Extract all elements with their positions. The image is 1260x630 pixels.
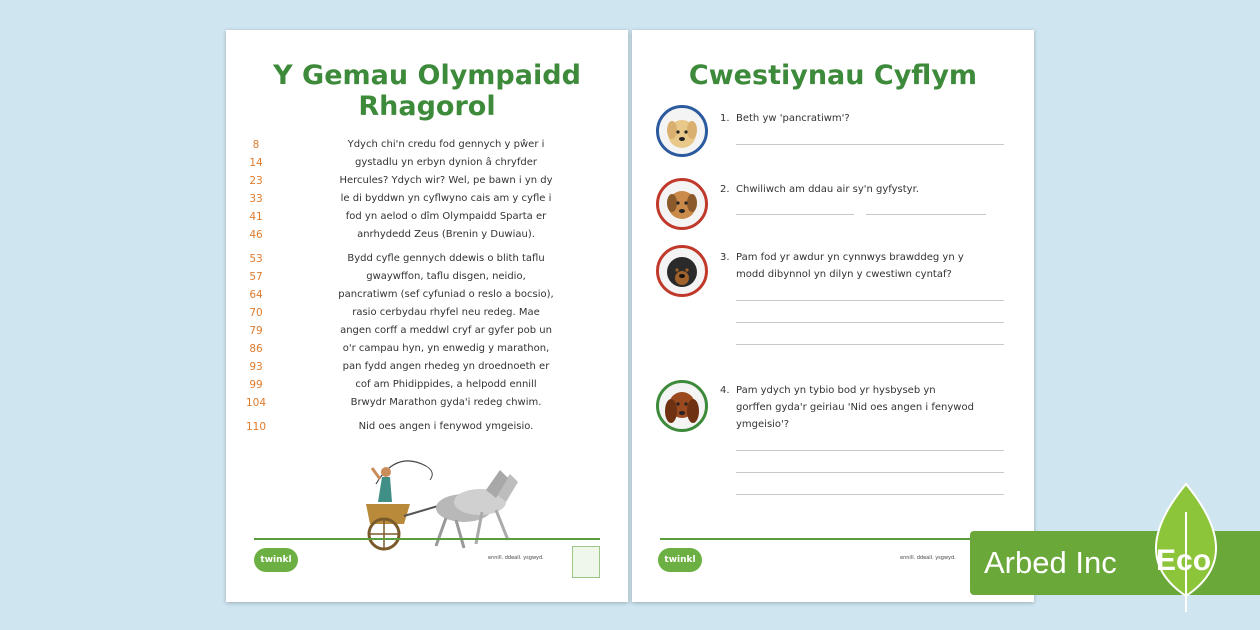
text-line — [226, 250, 628, 268]
twinkl-logo: twinkl — [254, 548, 298, 572]
line-number: 57 — [249, 271, 263, 283]
text-line — [226, 304, 628, 322]
line-number: 46 — [249, 229, 263, 241]
text-line — [226, 358, 628, 376]
line-number: 99 — [249, 379, 263, 391]
text-line — [226, 286, 628, 304]
badge-text: Arbed Inc — [984, 545, 1117, 580]
question-number: 1. — [720, 113, 730, 124]
line-number: 14 — [249, 157, 263, 169]
line-text: Nid oes angen i fenywod ymgeisio. — [358, 421, 534, 432]
quality-badge-icon — [572, 546, 600, 578]
question-number: 4. — [720, 385, 730, 396]
dog-portrait-icon — [656, 105, 708, 157]
line-number: 8 — [252, 139, 260, 151]
line-number: 86 — [249, 343, 263, 355]
page-title: Cwestiynau Cyflym — [688, 60, 978, 91]
line-text: Brwydr Marathon gyda'i redeg chwim. — [350, 397, 542, 408]
page-title — [226, 60, 628, 122]
chariot-illustration — [356, 446, 526, 558]
text-line — [226, 154, 628, 172]
line-text: o'r campau hyn, yn enwedig y marathon, — [342, 343, 550, 354]
line-text: anrhydedd Zeus (Brenin y Duwiau). — [357, 229, 535, 240]
text-line — [226, 340, 628, 358]
dog-portrait-icon — [656, 245, 708, 297]
answer-line[interactable] — [736, 214, 854, 215]
line-number: 33 — [249, 193, 263, 205]
line-number: 110 — [245, 421, 267, 433]
line-text: pancratiwm (sef cyfuniad o reslo a bocsio), — [338, 289, 554, 300]
footer-divider — [660, 538, 1006, 540]
line-text: le di byddwn yn cyflwyno cais am y cyfle i — [340, 193, 552, 204]
text-line — [226, 394, 628, 412]
line-text: gystadlu yn erbyn dynion â chryfder — [355, 157, 537, 168]
question-text: gorffen gyda'r geiriau 'Nid oes angen i fenywod — [736, 402, 974, 413]
line-text: Ydych chi'n credu fod gennych y pŵer i — [347, 139, 545, 150]
line-text: Hercules? Ydych wir? Wel, pe bawn i yn dy — [339, 175, 553, 186]
question-text: modd dibynnol yn dilyn y cwestiwn cyntaf? — [736, 269, 952, 280]
question-number: 2. — [720, 184, 730, 195]
twinkl-logo: twinkl — [658, 548, 702, 572]
line-text: cof am Phidippides, a helpodd ennill — [355, 379, 537, 390]
question-text: Pam ydych yn tybio bod yr hysbyseb yn — [736, 385, 936, 396]
question-text: Pam fod yr awdur yn cynnwys brawddeg yn y — [736, 252, 964, 263]
line-number: 93 — [249, 361, 263, 373]
answer-line[interactable] — [736, 322, 1004, 323]
text-line — [226, 226, 628, 244]
text-line — [226, 190, 628, 208]
footer-text: ennill. ddeall. ysgwyd. — [900, 555, 956, 561]
right-page — [632, 30, 1034, 602]
question-text: ymgeisio'? — [736, 419, 790, 430]
line-text: pan fydd angen rhedeg yn droednoeth er — [342, 361, 550, 372]
text-line — [226, 136, 628, 154]
text-line — [226, 322, 628, 340]
line-number: 23 — [249, 175, 263, 187]
line-number: 41 — [249, 211, 263, 223]
line-text: gwaywffon, taflu disgen, neidio, — [366, 271, 526, 282]
question-text: Beth yw 'pancratiwm'? — [736, 113, 850, 124]
line-number: 70 — [249, 307, 263, 319]
question-text: Chwiliwch am ddau air sy'n gyfystyr. — [736, 184, 919, 195]
left-page — [226, 30, 628, 602]
line-text: Bydd cyfle gennych ddewis o blith taflu — [347, 253, 545, 264]
dog-portrait-icon — [656, 178, 708, 230]
line-number: 104 — [245, 397, 267, 409]
answer-line[interactable] — [736, 344, 1004, 345]
question-number: 3. — [720, 252, 730, 263]
answer-line[interactable] — [736, 450, 1004, 451]
answer-line[interactable] — [736, 472, 1004, 473]
answer-line[interactable] — [736, 300, 1004, 301]
footer-divider — [254, 538, 600, 540]
title-line-1: Y Gemau Olympaidd — [273, 60, 581, 91]
line-text: rasio cerbydau rhyfel neu redeg. Mae — [352, 307, 540, 318]
text-line — [226, 172, 628, 190]
footer-text: ennill. ddeall. ysgwyd. — [488, 555, 544, 561]
text-line — [226, 268, 628, 286]
answer-line[interactable] — [736, 494, 1004, 495]
dog-portrait-icon — [656, 380, 708, 432]
text-line — [226, 418, 628, 436]
answer-line[interactable] — [736, 144, 1004, 145]
title-line-2: Rhagorol — [358, 91, 496, 122]
line-number: 79 — [249, 325, 263, 337]
eco-label: Eco — [1156, 544, 1212, 577]
answer-line[interactable] — [866, 214, 986, 215]
line-number: 53 — [249, 253, 263, 265]
text-line — [226, 208, 628, 226]
line-text: fod yn aelod o dîm Olympaidd Sparta er — [345, 211, 547, 222]
line-number: 64 — [249, 289, 263, 301]
line-text: angen corff a meddwl cryf ar gyfer pob un — [340, 325, 552, 336]
text-line — [226, 376, 628, 394]
